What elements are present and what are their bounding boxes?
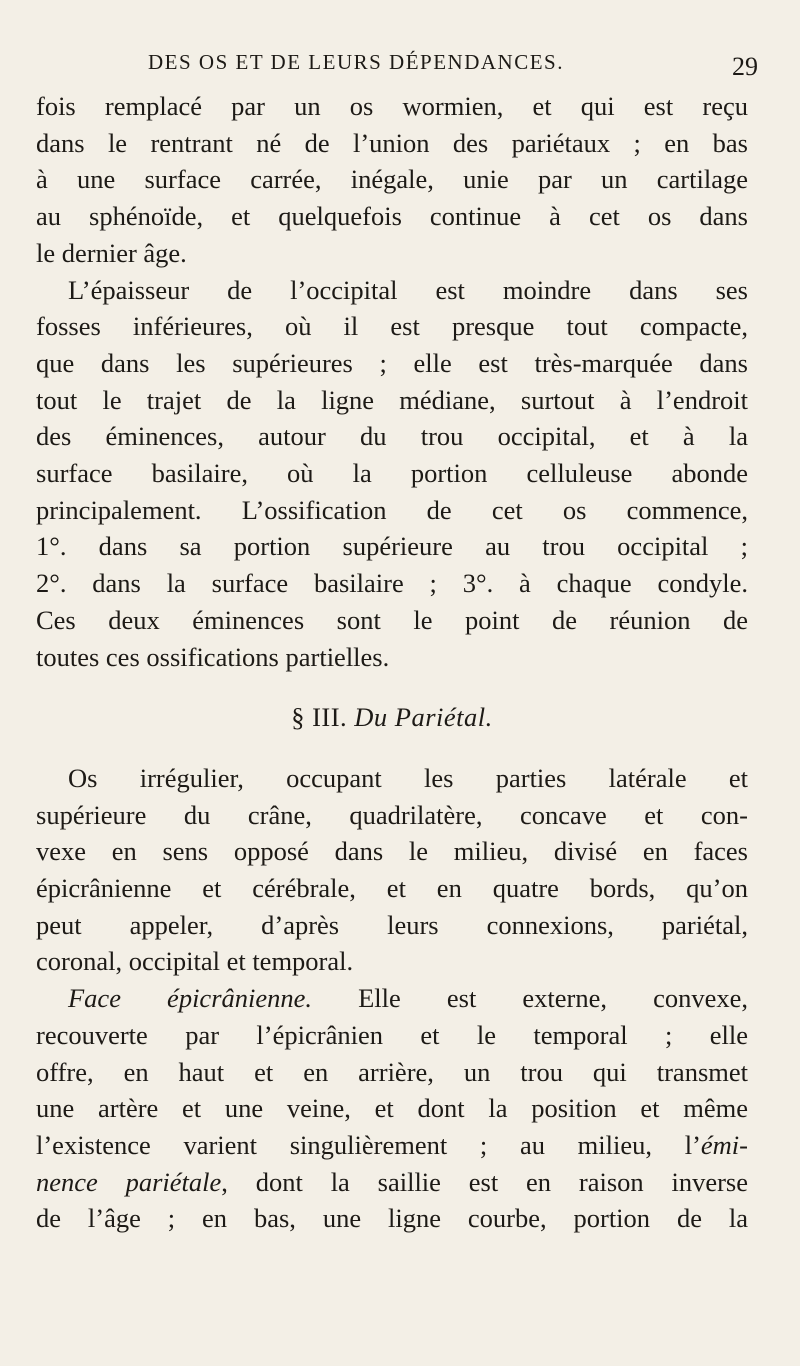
text-line: offre, en haut et en arrière, un trou qui transmet: [36, 1056, 748, 1087]
text-line: une artère et une veine, et dont la position et même: [36, 1093, 748, 1124]
text-line: fois remplacé par un os wormien, et qui est reçu: [36, 91, 748, 121]
text-line: épicrânienne et cérébrale, et en quatre bords, qu’on: [36, 873, 748, 904]
text-fragment: Elle est externe, convexe,: [358, 983, 749, 1014]
text-line: dans le rentrant né de l’union des pariétaux ; en bas: [36, 127, 748, 158]
text-line: L’épaisseur de l’occipital est moindre dans ses: [68, 274, 748, 305]
text-line: des éminences, autour du trou occipital, et à la: [36, 421, 748, 452]
page-number: 29: [732, 52, 758, 81]
text-line: 2°. dans la surface basilaire ; 3°. à chaque condyle.: [36, 568, 748, 599]
body-text: [36, 88, 748, 1237]
text-line: [36, 1164, 748, 1201]
running-head: [148, 50, 758, 90]
text-line: supérieure du crâne, quadrilatère, concave et con-: [36, 799, 748, 830]
text-line: le dernier âge.: [36, 237, 187, 268]
text-line: toutes ces ossifications partielles.: [36, 641, 390, 672]
text-line: à une surface carrée, inégale, unie par un cartilage: [36, 164, 748, 195]
text-line: Ces deux éminences sont le point de réunion de: [36, 604, 748, 635]
section-heading: [36, 699, 748, 736]
section-number: § III.: [291, 702, 348, 733]
text-line: 1°. dans sa portion supérieure au trou occipital ;: [36, 531, 748, 562]
text-fragment-italic: émi-: [700, 1129, 748, 1160]
text-line: de l’âge ; en bas, une ligne courbe, portion de la: [36, 1203, 748, 1234]
text-line: principalement. L’ossification de cet os commence,: [36, 494, 748, 525]
text-line: que dans les supérieures ; elle est très-marquée dans: [36, 347, 748, 378]
text-line: coronal, occipital et temporal.: [36, 946, 354, 977]
term-eminence-parietale: nence pariétale: [36, 1166, 222, 1197]
text-line: tout le trajet de la ligne médiane, surtout à l’endroit: [36, 384, 748, 415]
text-fragment: l’existence varient singulièrement ; au milieu, l’: [36, 1129, 701, 1160]
text-line: vexe en sens opposé dans le milieu, divisé en faces: [36, 836, 748, 867]
running-title: DES OS ET DE LEURS DÉPENDANCES.: [148, 50, 564, 74]
subhead-face-epicranienne: Face épicrânienne.: [68, 983, 313, 1014]
text-line: fosses inférieures, où il est presque tout compacte,: [36, 311, 748, 342]
text-line: [36, 1127, 748, 1164]
text-line: surface basilaire, où la portion celluleuse abonde: [36, 458, 748, 489]
text-line: au sphénoïde, et quelquefois continue à cet os dans: [36, 201, 748, 232]
text-line: Os irrégulier, occupant les parties latérale et: [68, 762, 748, 793]
text-line: recouverte par l’épicrânien et le temporal ; elle: [36, 1019, 748, 1050]
text-line: peut appeler, d’après leurs connexions, pariétal,: [36, 909, 748, 940]
section-title: Du Pariétal.: [354, 702, 493, 733]
text-fragment: , dont la saillie est en raison inverse: [221, 1166, 748, 1197]
text-line: [36, 980, 748, 1017]
